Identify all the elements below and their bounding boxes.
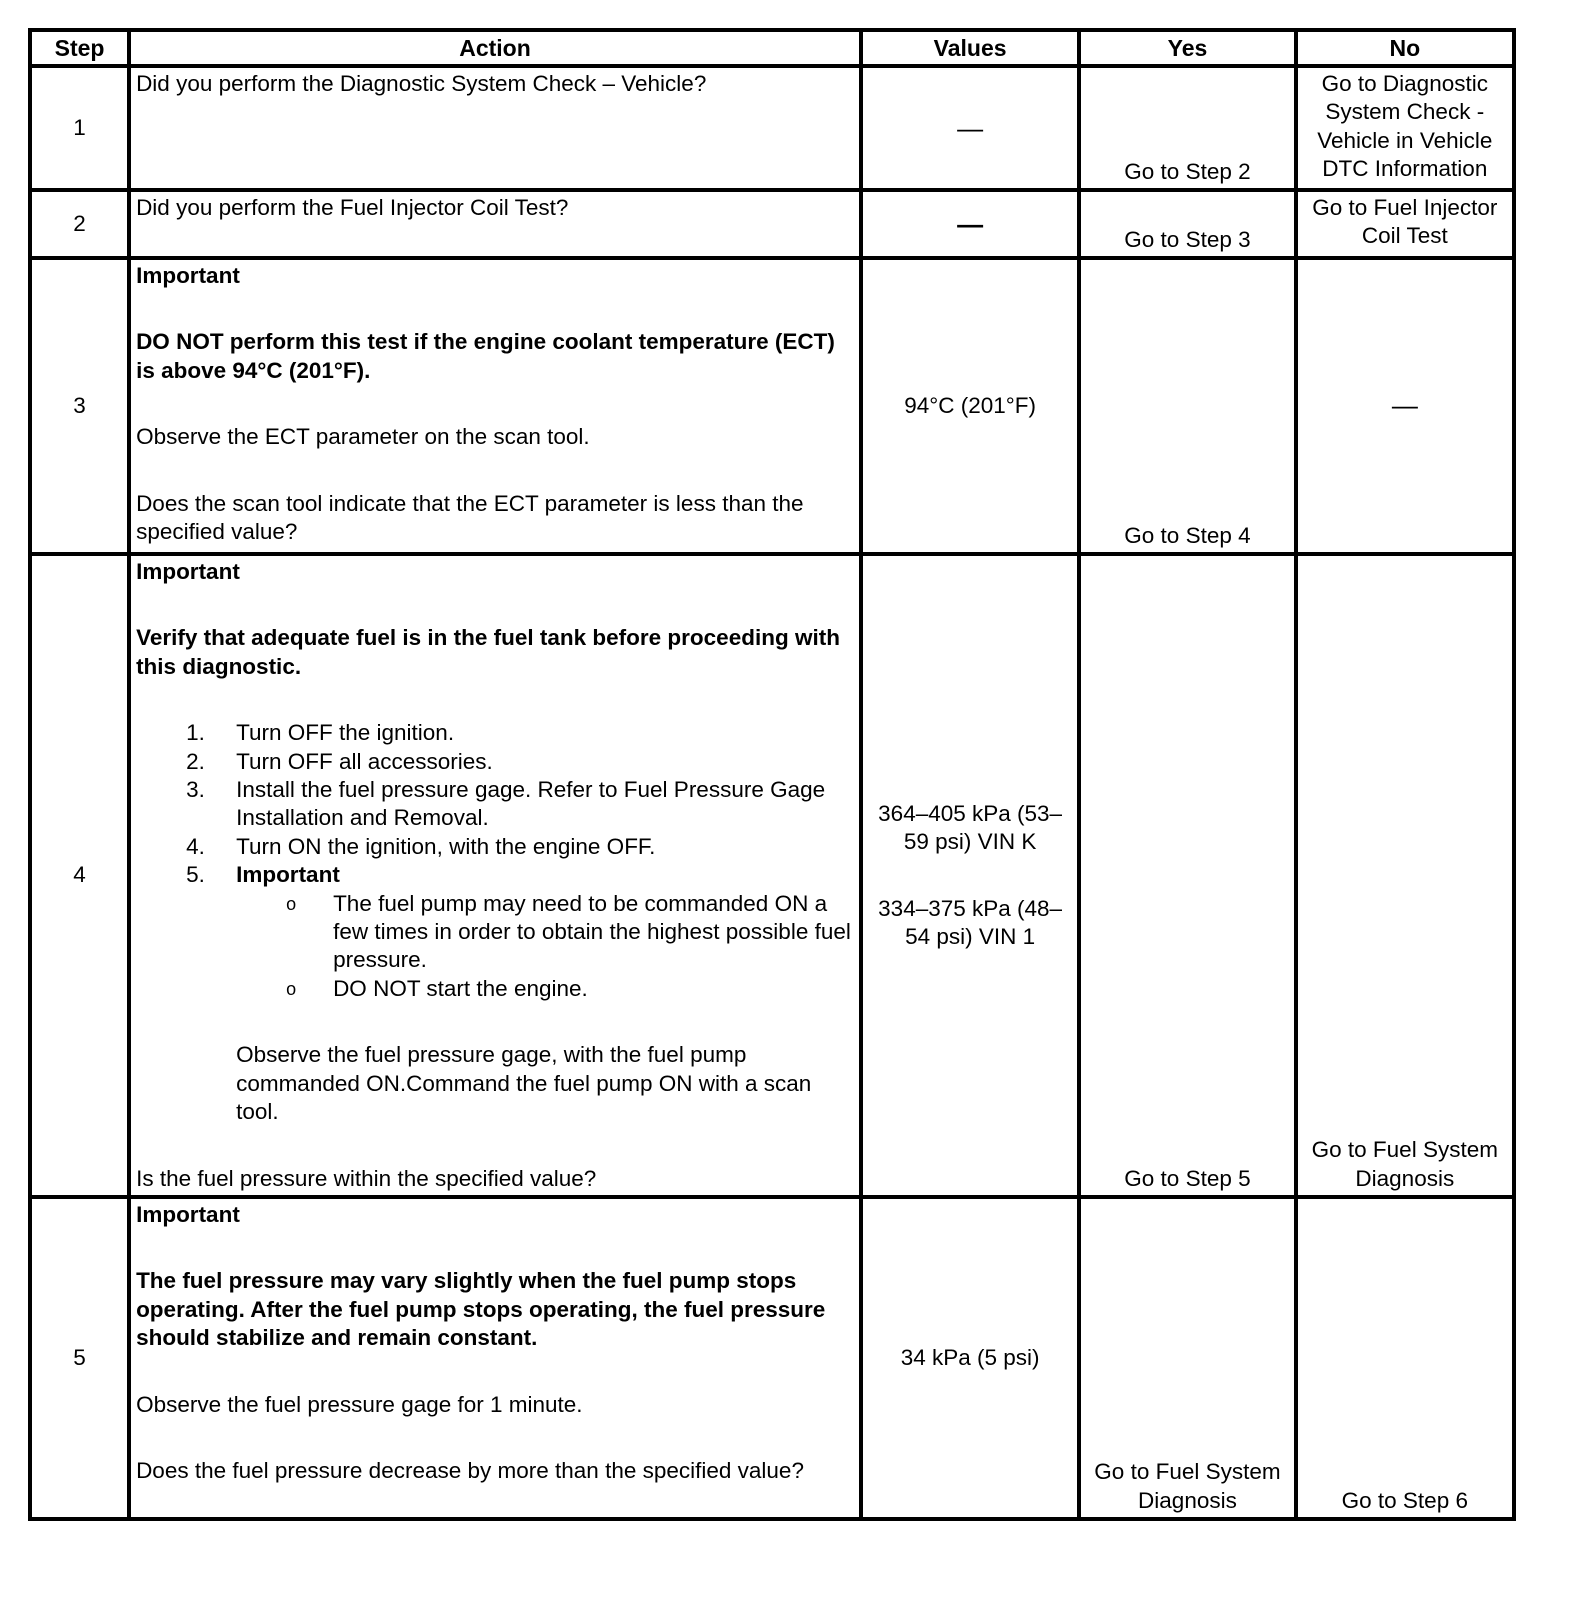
list-item: o DO NOT start the engine. <box>286 975 588 1001</box>
list-item: 3. Install the fuel pressure gage. Refer to Fuel Pressure Gage Installation and Removal. <box>186 777 826 831</box>
no-cell: Go to Fuel System Diagnosis <box>1296 554 1514 1197</box>
no-cell: Go to Fuel Injector Coil Test <box>1296 190 1514 258</box>
procedure-list <box>136 719 855 1003</box>
list-item: 1. Turn OFF the ignition. <box>186 720 455 746</box>
important-label: Important <box>136 263 240 288</box>
value-cell: — <box>861 66 1079 190</box>
header-row <box>30 30 1514 66</box>
action-cell <box>129 1197 861 1519</box>
no-cell: Go to Diagnostic System Check - Vehicle in Vehicle DTC Information <box>1296 66 1514 190</box>
warning-text: Verify that adequate fuel is in the fuel tank before proceeding with this diagnostic. <box>136 625 840 679</box>
table-row <box>30 190 1514 258</box>
action-cell <box>129 258 861 554</box>
action-cell <box>129 554 861 1197</box>
value-cell: 94°C (201°F) <box>861 258 1079 554</box>
question-text: Is the fuel pressure within the specified value? <box>136 1165 597 1191</box>
value-cell: 34 kPa (5 psi) <box>861 1197 1079 1519</box>
header-no: No <box>1296 30 1514 66</box>
value-vin-k: 364–405 kPa (53–59 psi) VIN K <box>878 800 1063 855</box>
warning-text: The fuel pressure may vary slightly when the fuel pump stops operating. After the fuel pump stops operating, the fuel pressure should stabilize and remain constant. <box>136 1268 826 1351</box>
table-row <box>30 258 1514 554</box>
important-label: Important <box>136 1202 240 1227</box>
step-number: 1 <box>30 66 129 190</box>
important-label: Important <box>136 559 240 584</box>
value-cell <box>861 554 1079 1197</box>
list-item: 2. Turn OFF all accessories. <box>186 748 493 774</box>
step-number: 2 <box>30 190 129 258</box>
question-text: Does the fuel pressure decrease by more than the specified value? <box>136 1458 804 1484</box>
bullet-list <box>236 890 855 1004</box>
value-cell: — <box>861 190 1079 258</box>
diagnostic-table <box>28 28 1516 1521</box>
header-values: Values <box>861 30 1079 66</box>
observe-text: Observe the fuel pressure gage for 1 minute. <box>136 1391 583 1417</box>
step-number: 3 <box>30 258 129 554</box>
step-number: 4 <box>30 554 129 1197</box>
header-action: Action <box>129 30 861 66</box>
yes-cell: Go to Step 4 <box>1079 258 1295 554</box>
yes-cell: Go to Step 3 <box>1079 190 1295 258</box>
no-cell: Go to Step 6 <box>1296 1197 1514 1519</box>
action-text: Did you perform the Fuel Injector Coil Test? <box>129 190 861 258</box>
list-item: o The fuel pump may need to be commanded ON a few times in order to obtain the highest possible fuel pressure. <box>286 890 851 973</box>
value-vin-1: 334–375 kPa (48–54 psi) VIN 1 <box>878 895 1063 949</box>
table-row <box>30 1197 1514 1519</box>
table-row <box>30 554 1514 1197</box>
header-yes: Yes <box>1079 30 1295 66</box>
table-row <box>30 66 1514 190</box>
list-item: 5. Important o The fuel pump may need to be commanded ON a few times in order to obtain the highest possible fuel pressure. o DO NOT start the engine. <box>136 861 855 1003</box>
question-text: Does the scan tool indicate that the ECT parameter is less than the specified value? <box>136 490 804 545</box>
list-item: 4. Turn ON the ignition, with the engine OFF. <box>186 833 656 859</box>
yes-cell: Go to Fuel System Diagnosis <box>1079 1197 1295 1519</box>
no-cell: — <box>1296 258 1514 554</box>
yes-cell: Go to Step 5 <box>1079 554 1295 1197</box>
yes-cell: Go to Step 2 <box>1079 66 1295 190</box>
observe-text: Observe the fuel pressure gage, with the fuel pump commanded ON.Command the fuel pump ON with a scan tool. <box>236 1042 812 1125</box>
observe-text: Observe the ECT parameter on the scan tool. <box>136 424 590 450</box>
warning-text: DO NOT perform this test if the engine coolant temperature (ECT) is above 94°C (201°F). <box>136 329 835 383</box>
action-text: Did you perform the Diagnostic System Check – Vehicle? <box>129 66 861 190</box>
header-step: Step <box>30 30 129 66</box>
step-number: 5 <box>30 1197 129 1519</box>
